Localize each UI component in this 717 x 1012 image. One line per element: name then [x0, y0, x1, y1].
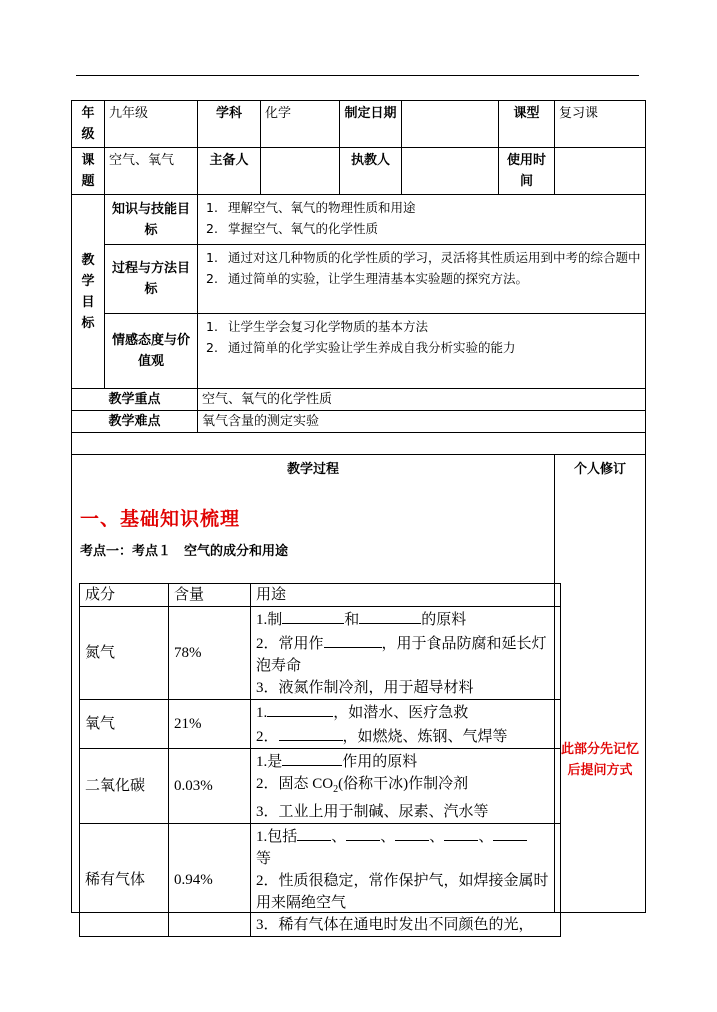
revision-note: 此部分先记忆后提问方式 — [560, 742, 639, 778]
subject-label: 学科 — [198, 101, 261, 148]
goal-item: 2. 通过简单的实验，让学生理清基本实验题的探究方法。 — [206, 271, 529, 286]
column-header: 成分 — [80, 584, 169, 607]
goal-item: 1. 让学生学会复习化学物质的基本方法 — [206, 319, 429, 334]
goal-item: 1. 通过对这几种物质的化学性质的学习，灵活将其性质运用到中考的综合题中 — [206, 250, 641, 265]
component-amount: 0.03% — [169, 749, 251, 824]
lesson-type-value: 复习课 — [555, 101, 646, 148]
time-value — [555, 148, 646, 195]
component-name: 氮气 — [80, 607, 169, 700]
difficulty-value: 氧气含量的测定实验 — [198, 411, 646, 433]
component-uses: 1.是 作用的原料 2．固态 $CO_2$(俗称干冰)作制冷剂 3．工业上用于制碱、尿素、汽水等 — [251, 749, 561, 824]
lesson-type-label: 课型 — [499, 101, 555, 148]
attitude-goals — [198, 314, 646, 389]
subject-value: 化学 — [261, 101, 340, 148]
topic-label: 课题 — [72, 148, 105, 195]
header-rule — [76, 75, 639, 76]
time-label: 使用时间 — [499, 148, 555, 195]
component-uses: 1. ，如潜水、医疗急救 2． ，如燃烧、炼钢、气焊等 — [251, 700, 561, 749]
goal-item: 1. 理解空气、氧气的物理性质和用途 — [206, 200, 416, 215]
component-amount: 0.94% — [169, 824, 251, 937]
fill-blank[interactable] — [282, 607, 344, 624]
grade-label: 年级 — [72, 101, 105, 148]
knowledge-goals — [198, 195, 646, 245]
fill-blank[interactable] — [267, 700, 333, 717]
key-point-value: 空气、氧气的化学性质 — [198, 389, 646, 411]
fill-blank[interactable] — [324, 631, 382, 648]
component-uses: 1.制 和 的原料 2．常用作 ，用于食品防腐和延长灯泡寿命 3．液氮作制冷剂，用于超导材料 — [251, 607, 561, 700]
grade-value: 九年级 — [105, 101, 198, 148]
knowledge-label: 知识与技能目标 — [105, 195, 198, 245]
teaching-process — [72, 455, 555, 933]
fill-blank[interactable] — [493, 824, 527, 841]
process-goal-label: 过程与方法目标 — [105, 245, 198, 314]
teacher-label: 执教人 — [340, 148, 402, 195]
component-name: 二氧化碳 — [80, 749, 169, 824]
lead-value — [261, 148, 340, 195]
fill-blank[interactable] — [346, 824, 380, 841]
spacer-row — [72, 433, 646, 455]
fill-blank[interactable] — [297, 824, 331, 841]
component-name: 氧气 — [80, 700, 169, 749]
process-title: 教学过程 — [286, 462, 339, 477]
column-header: 用途 — [251, 584, 561, 607]
difficulty-label: 教学难点 — [72, 411, 198, 433]
objectives-label: 教学目标 — [72, 195, 105, 389]
section-heading: 一、基础知识梳理 — [80, 508, 241, 530]
revision-title: 个人修订 — [573, 462, 626, 477]
personal-revision — [555, 455, 646, 913]
composition-table — [79, 583, 561, 937]
goal-item: 2. 通过简单的化学实验让学生养成自我分析实验的能力 — [206, 340, 516, 355]
column-header: 含量 — [169, 584, 251, 607]
table-row — [80, 824, 561, 937]
table-row — [80, 700, 561, 749]
fill-blank[interactable] — [395, 824, 429, 841]
teacher-value — [402, 148, 499, 195]
topic-value: 空气、氧气 — [105, 148, 198, 195]
attitude-label: 情感态度与价值观 — [105, 314, 198, 389]
key-point-label: 教学重点 — [72, 389, 198, 411]
component-uses: 1.包括 、 、 、 、 等 2．性质很稳定，常作保护气，如焊接金属时用来隔绝空气 3．稀有气体在通电时发出不同颜色的光， — [251, 824, 561, 937]
component-amount: 78% — [169, 607, 251, 700]
goal-item: 2. 掌握空气、氧气的化学性质 — [206, 221, 379, 236]
fill-blank[interactable] — [444, 824, 478, 841]
table-row — [80, 749, 561, 824]
fill-blank[interactable] — [279, 724, 343, 741]
process-goals — [198, 245, 646, 314]
date-value — [402, 101, 499, 148]
lesson-plan-table — [71, 100, 646, 933]
fill-blank[interactable] — [359, 607, 421, 624]
fill-blank[interactable] — [282, 749, 342, 766]
table-row — [80, 607, 561, 700]
lead-label: 主备人 — [198, 148, 261, 195]
date-label: 制定日期 — [340, 101, 402, 148]
section-subheading: 考点一：考点１ 空气的成分和用途 — [80, 544, 289, 559]
component-name: 稀有气体 — [80, 824, 169, 937]
component-amount: 21% — [169, 700, 251, 749]
